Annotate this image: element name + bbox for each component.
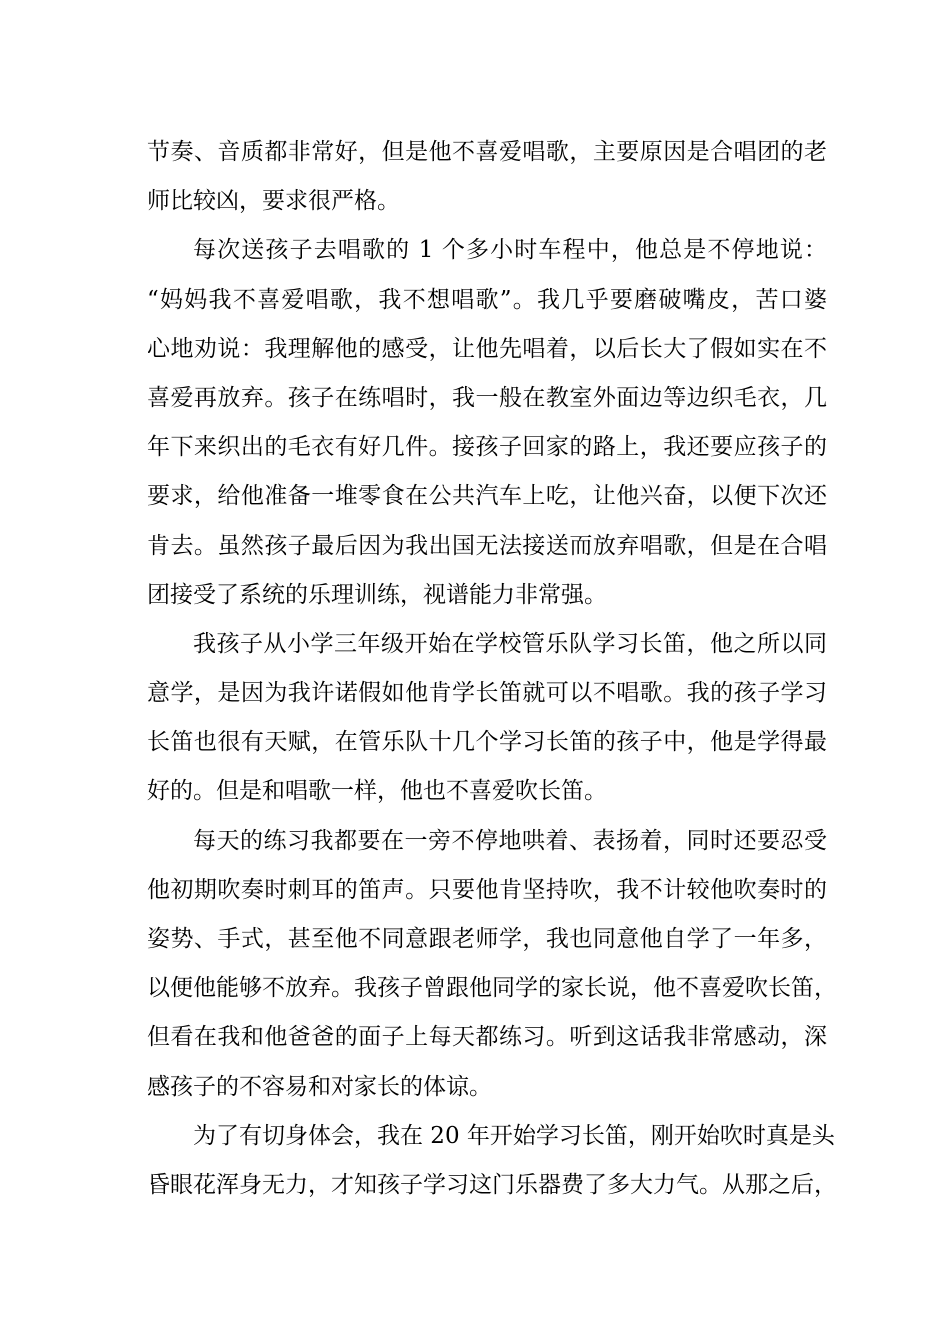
text-line: 他初期吹奏时刺耳的笛声。只要他肯坚持吹，我不计较他吹奏时的 bbox=[147, 876, 827, 903]
text-line: 昏眼花浑身无力，才知孩子学习这门乐器费了多大力气。从那之后， bbox=[147, 1171, 837, 1198]
text-line: 年下来织出的毛衣有好几件。接孩子回家的路上，我还要应孩子的 bbox=[147, 434, 827, 461]
text-line: 肯去。虽然孩子最后因为我出国无法接送而放弃唱歌，但是在合唱 bbox=[147, 532, 827, 559]
text-line: 心地劝说：我理解他的感受，让他先唱着，以后长大了假如实在不 bbox=[147, 335, 827, 362]
text-line: “妈妈我不喜爱唱歌，我不想唱歌”。我几乎要磨破嘴皮，苦口婆 bbox=[147, 286, 827, 313]
text-line: 但看在我和他爸爸的面子上每天都练习。听到这话我非常感动，深 bbox=[147, 1024, 827, 1051]
text-line: 以便他能够不放弃。我孩子曾跟他同学的家长说，他不喜爱吹长笛， bbox=[147, 975, 837, 1002]
paragraph-first-line: 每天的练习我都要在一旁不停地哄着、表扬着，同时还要忍受 bbox=[193, 827, 827, 854]
text-line: 感孩子的不容易和对家长的体谅。 bbox=[147, 1073, 492, 1100]
paragraph-first-line: 我孩子从小学三年级开始在学校管乐队学习长笛，他之所以同 bbox=[193, 630, 827, 657]
text-line: 团接受了系统的乐理训练，视谱能力非常强。 bbox=[147, 581, 607, 608]
text-line: 意学，是因为我许诺假如他肯学长笛就可以不唱歌。我的孩子学习 bbox=[147, 680, 827, 707]
text-line: 节奏、音质都非常好，但是他不喜爱唱歌，主要原因是合唱团的老 bbox=[147, 139, 827, 165]
text-line: 姿势、手式，甚至他不同意跟老师学，我也同意他自学了一年多， bbox=[147, 926, 827, 952]
text-line: 好的。但是和唱歌一样，他也不喜爱吹长笛。 bbox=[147, 778, 607, 805]
body-text bbox=[147, 128, 837, 1210]
paragraph-first-line: 每次送孩子去唱歌的 1 个多小时车程中，他总是不停地说： bbox=[193, 237, 827, 264]
text-line: 长笛也很有天赋，在管乐队十几个学习长笛的孩子中，他是学得最 bbox=[147, 729, 827, 756]
text-line: 师比较凶，要求很严格。 bbox=[147, 188, 400, 215]
text-line: 喜爱再放弃。孩子在练唱时，我一般在教室外面边等边织毛衣，几 bbox=[147, 384, 827, 411]
text-line: 要求，给他准备一堆零食在公共汽车上吃，让他兴奋，以便下次还 bbox=[147, 483, 827, 510]
paragraph-first-line: 为了有切身体会，我在 20 年开始学习长笛，刚开始吹时真是头 bbox=[193, 1122, 835, 1149]
